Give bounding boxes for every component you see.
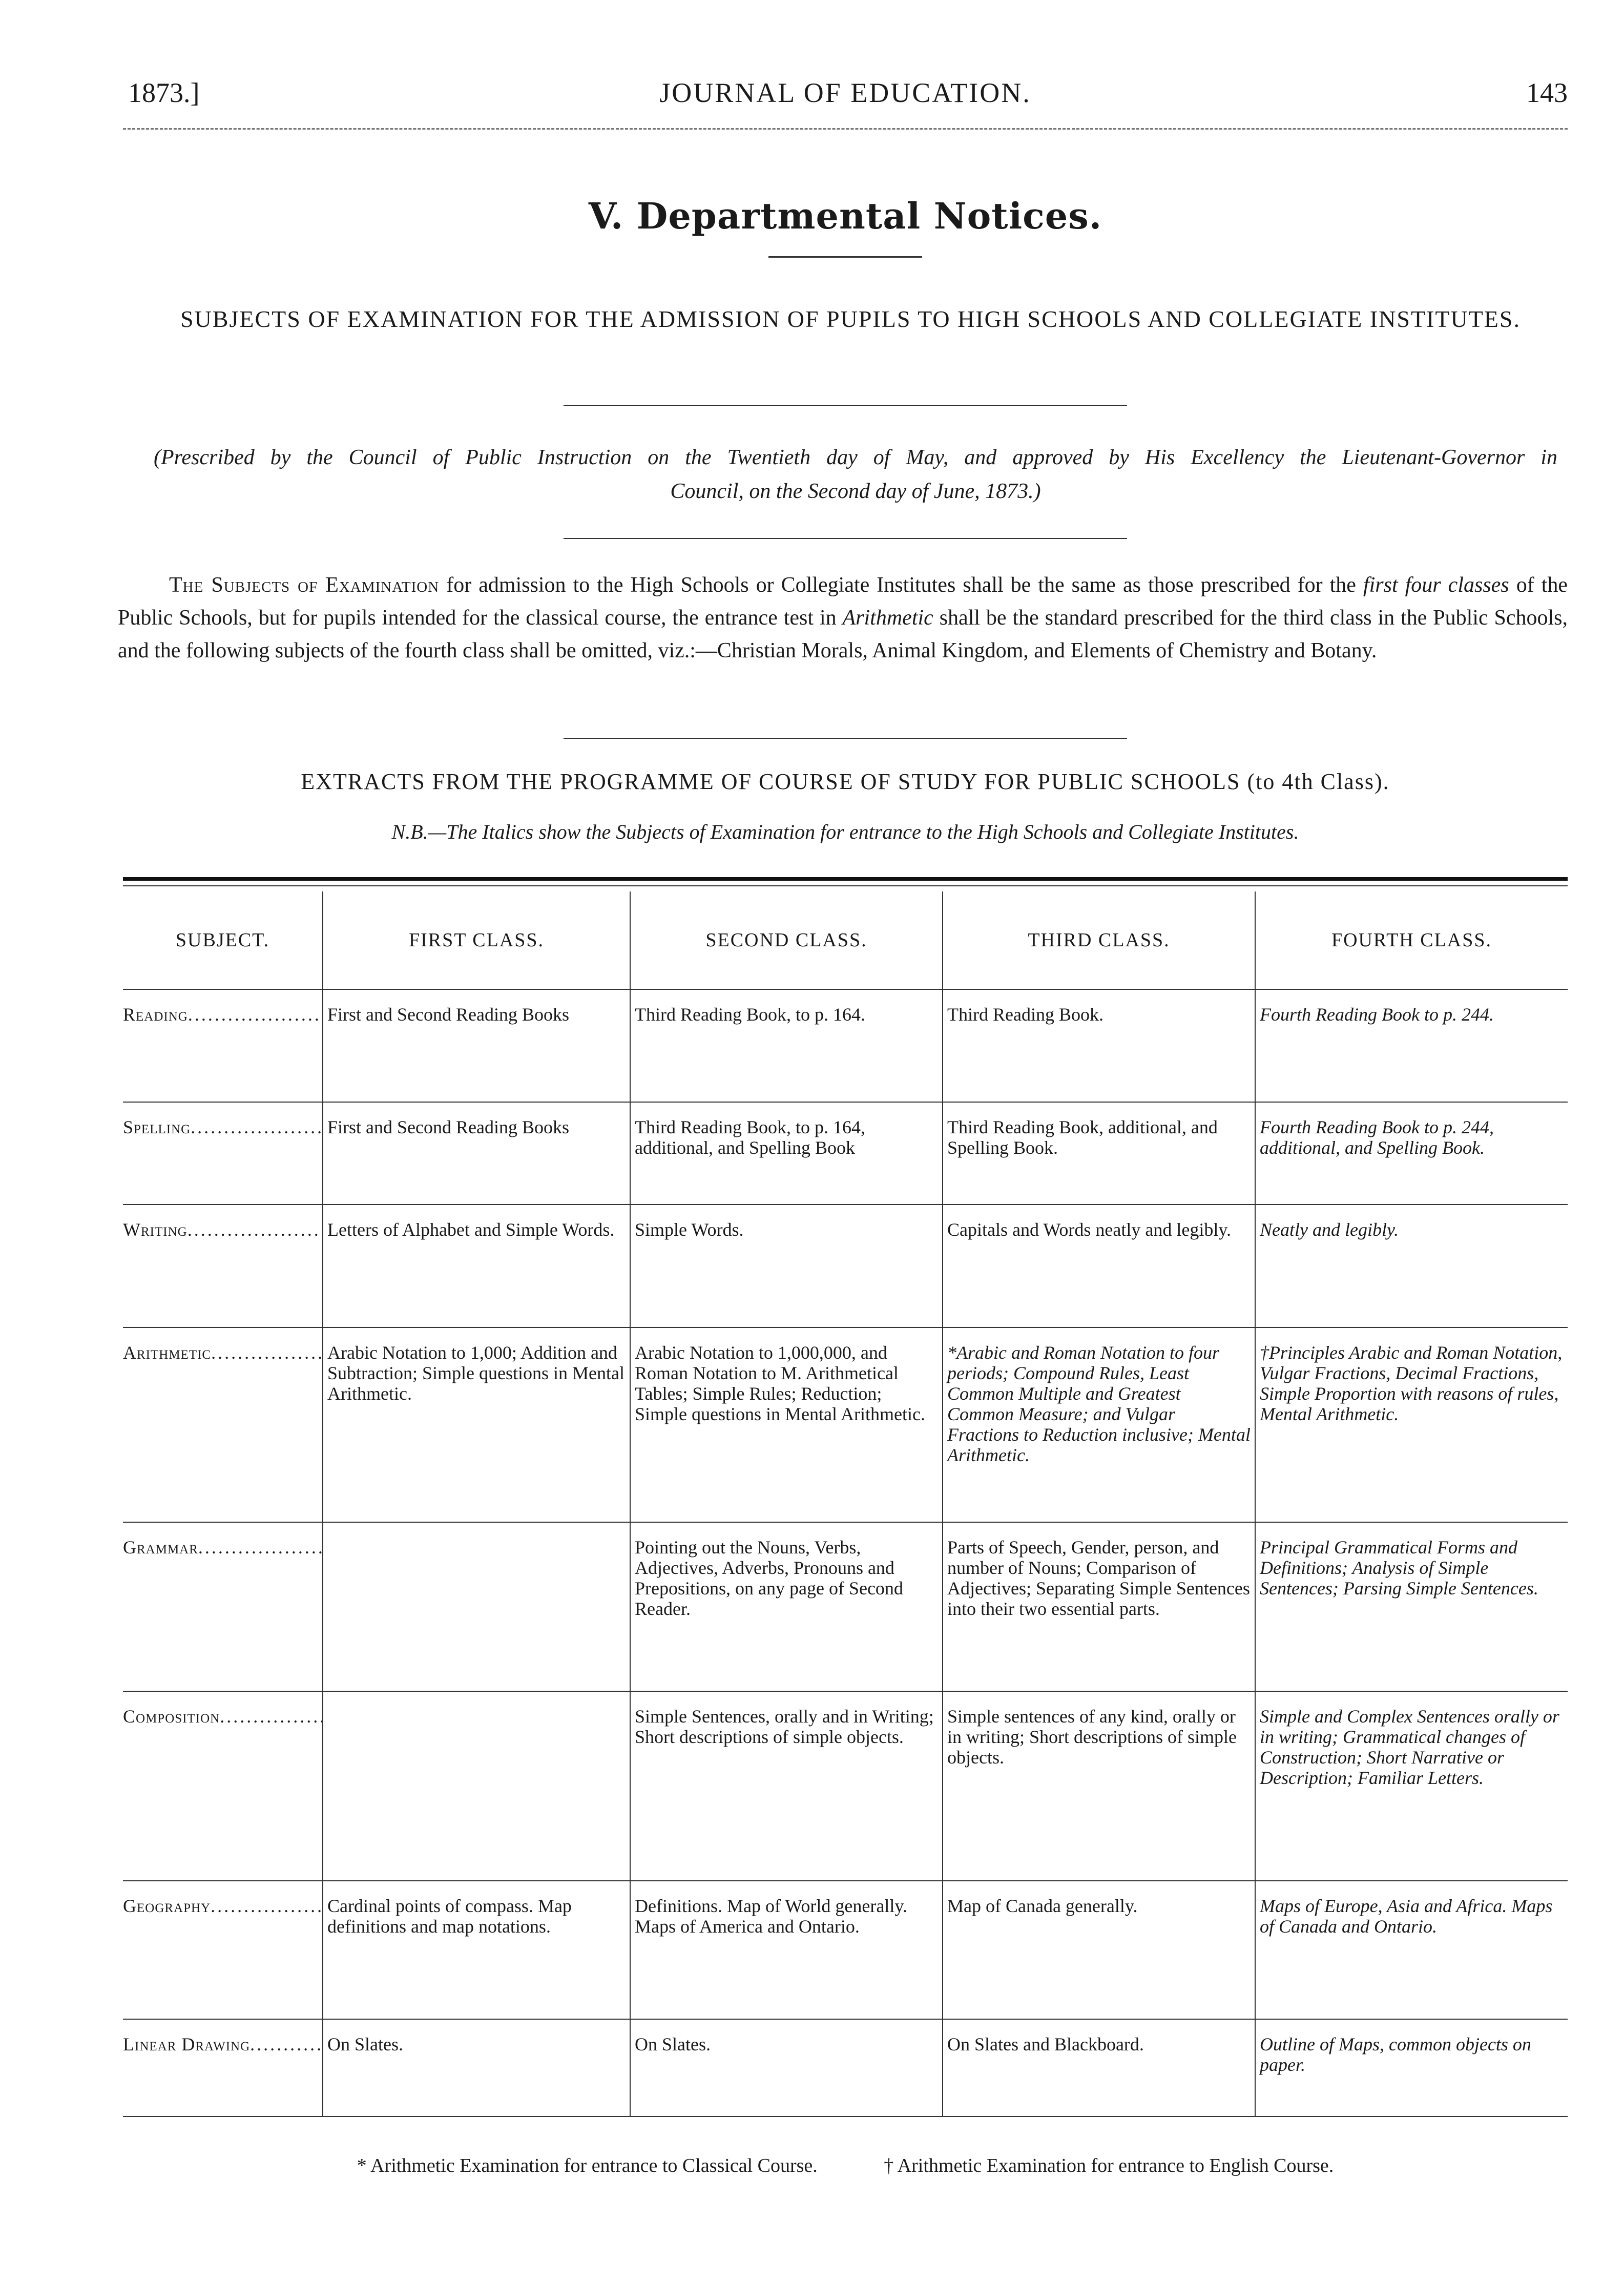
table-row-linear-drawing	[123, 2019, 1568, 2116]
prescribed-note-line-2: Council, on the Second day of June, 1873.)	[670, 480, 1041, 503]
second-class-cell: On Slates.	[635, 2034, 711, 2054]
second-class-cell: Pointing out the Nouns, Verbs, Adjectives, Adverbs, Pronouns and Prepositions, on any page of Second Reader.	[635, 1537, 903, 1619]
third-class-cell: Capitals and Words neatly and legibly.	[947, 1219, 1231, 1240]
running-head	[123, 77, 1568, 118]
header-rule	[123, 128, 1568, 130]
column-header-fourth-class: FOURTH CLASS.	[1255, 891, 1568, 989]
running-head-year: 1873.]	[128, 77, 200, 108]
third-class-cell: Third Reading Book, additional, and Spelling Book.	[947, 1117, 1218, 1158]
first-class-cell: First and Second Reading Books	[327, 1117, 569, 1137]
fourth-class-cell: Maps of Europe, Asia and Africa. Maps of Canada and Ontario.	[1260, 1896, 1553, 1937]
column-header-subject: SUBJECT.	[123, 891, 323, 989]
table-row-arithmetic	[123, 1327, 1568, 1522]
fourth-class-cell: Fourth Reading Book to p. 244.	[1260, 1004, 1494, 1025]
divider-rule	[768, 256, 922, 258]
footnote-dagger: † Arithmetic Examination for entrance to English Course.	[884, 2155, 1334, 2176]
column-header-first-class: FIRST CLASS.	[323, 891, 630, 989]
table-row-geography	[123, 1881, 1568, 2019]
fourth-class-cell: Outline of Maps, common objects on paper.	[1260, 2034, 1531, 2075]
nb-note: N.B.—The Italics show the Subjects of Examination for entrance to the High Schools and Collegiate Institutes.	[391, 820, 1299, 843]
second-class-cell: Simple Words.	[635, 1219, 744, 1240]
subject-label: Geography .....	[123, 1896, 322, 1916]
fourth-class-cell: Fourth Reading Book to p. 244, additional, and Spelling Book.	[1260, 1117, 1494, 1158]
fourth-class-cell: Simple and Complex Sentences orally or in writing; Grammatical changes of Construction; Short Narrative or Description; Familiar Letters.	[1260, 1706, 1559, 1788]
fourth-class-cell: †Principles Arabic and Roman Notation, Vulgar Fractions, Decimal Fractions, Simple Proportion with reasons of rules, Mental Arithmetic.	[1260, 1342, 1563, 1424]
intro-paragraph	[118, 569, 1568, 667]
subject-label: Spelling .....	[123, 1117, 322, 1137]
table-header-row	[123, 891, 1568, 989]
intro-text-b: of the Public Schools, but for pupils intended for the classical course, the entrance test in	[118, 573, 1568, 630]
footnotes	[123, 2154, 1568, 2177]
subject-label: Composition .....	[123, 1706, 322, 1727]
table-row-reading	[123, 989, 1568, 1102]
table-row-spelling	[123, 1102, 1568, 1205]
first-class-cell: On Slates.	[327, 2034, 403, 2054]
divider-rule	[564, 538, 1127, 539]
table-row-grammar	[123, 1522, 1568, 1691]
fourth-class-cell: Principal Grammatical Forms and Definitions; Analysis of Simple Sentences; Parsing Simple Sentences.	[1260, 1537, 1538, 1599]
divider-rule	[564, 405, 1127, 406]
third-class-cell: On Slates and Blackboard.	[947, 2034, 1144, 2054]
table-top-rule	[123, 877, 1568, 881]
prescribed-note-line-1: (Prescribed by the Council of Public Instruction on the Twentieth day of May, and approved by His Excellency the Lieutenant-Governor in	[154, 446, 1557, 469]
fourth-class-cell: Neatly and legibly.	[1260, 1219, 1399, 1240]
third-class-cell: Simple sentences of any kind, orally or in writing; Short descriptions of simple objects.	[947, 1706, 1237, 1768]
subject-label: Grammar .....	[123, 1537, 322, 1558]
column-header-second-class: SECOND CLASS.	[630, 891, 943, 989]
subject-label: Reading .....	[123, 1004, 322, 1025]
page-number: 143	[1526, 77, 1568, 108]
subject-label: Writing .....	[123, 1219, 322, 1240]
intro-lead: The Subjects of Examination	[169, 573, 440, 597]
prescribed-note	[154, 441, 1557, 508]
intro-text-a: for admission to the High Schools or Collegiate Institutes shall be the same as those prescribed for the	[439, 573, 1363, 597]
second-class-cell: Third Reading Book, to p. 164.	[635, 1004, 865, 1025]
intro-emphasis-first-four-classes: first four classes	[1363, 573, 1509, 597]
subject-label: Arithmetic .....	[123, 1342, 322, 1363]
second-class-cell: Arabic Notation to 1,000,000, and Roman Notation to M. Arithmetical Tables; Simple Rules; Reduction; Simple questions in Mental Arithmetic.	[635, 1342, 925, 1424]
table-row-writing	[123, 1205, 1568, 1327]
running-head-journal-title: JOURNAL OF EDUCATION.	[659, 77, 1031, 108]
column-header-third-class: THIRD CLASS.	[943, 891, 1255, 989]
third-class-cell: Third Reading Book.	[947, 1004, 1104, 1025]
first-class-cell: First and Second Reading Books	[327, 1004, 569, 1025]
extracts-title: EXTRACTS FROM THE PROGRAMME OF COURSE OF STUDY FOR PUBLIC SCHOOLS (to 4th Class).	[301, 769, 1390, 794]
third-class-cell: *Arabic and Roman Notation to four periods; Compound Rules, Least Common Multiple and Greatest Common Measure; and Vulgar Fractions to Reduction inclusive; Mental Arithmetic.	[947, 1342, 1251, 1465]
second-class-cell: Simple Sentences, orally and in Writing; Short descriptions of simple objects.	[635, 1706, 934, 1747]
section-heading: V. Departmental Notices.	[588, 195, 1102, 237]
first-class-cell: Letters of Alphabet and Simple Words.	[327, 1219, 615, 1240]
intro-emphasis-arithmetic: Arithmetic	[842, 606, 933, 630]
divider-rule	[564, 738, 1127, 739]
second-class-cell: Definitions. Map of World generally. Maps of America and Ontario.	[635, 1896, 907, 1937]
course-of-study-table	[123, 891, 1568, 2117]
third-class-cell: Map of Canada generally.	[947, 1896, 1138, 1916]
first-class-cell: Cardinal points of compass. Map definitions and map notations.	[327, 1896, 572, 1937]
subject-label: Linear Drawing .....	[123, 2034, 322, 2054]
first-class-cell: Arabic Notation to 1,000; Addition and Subtraction; Simple questions in Mental Arithmetic.	[327, 1342, 624, 1404]
footnote-star: * Arithmetic Examination for entrance to Classical Course.	[357, 2155, 818, 2176]
table-row-composition	[123, 1691, 1568, 1881]
third-class-cell: Parts of Speech, Gender, person, and number of Nouns; Comparison of Adjectives; Separating Simple Sentences into their two essential parts.	[947, 1537, 1250, 1619]
second-class-cell: Third Reading Book, to p. 164, additional, and Spelling Book	[635, 1117, 865, 1158]
table-top-rule-thin	[123, 885, 1568, 886]
article-title: SUBJECTS OF EXAMINATION FOR THE ADMISSION OF PUPILS TO HIGH SCHOOLS AND COLLEGIATE INSTITUTES.	[180, 306, 1521, 332]
intro-text-c: shall be the standard prescribed for the third class in the Public Schools, and the following subjects of the fourth class shall be omitted, viz.:—Christian Morals, Animal Kingdom, and Elements of Chemistry and Botany.	[118, 606, 1568, 662]
